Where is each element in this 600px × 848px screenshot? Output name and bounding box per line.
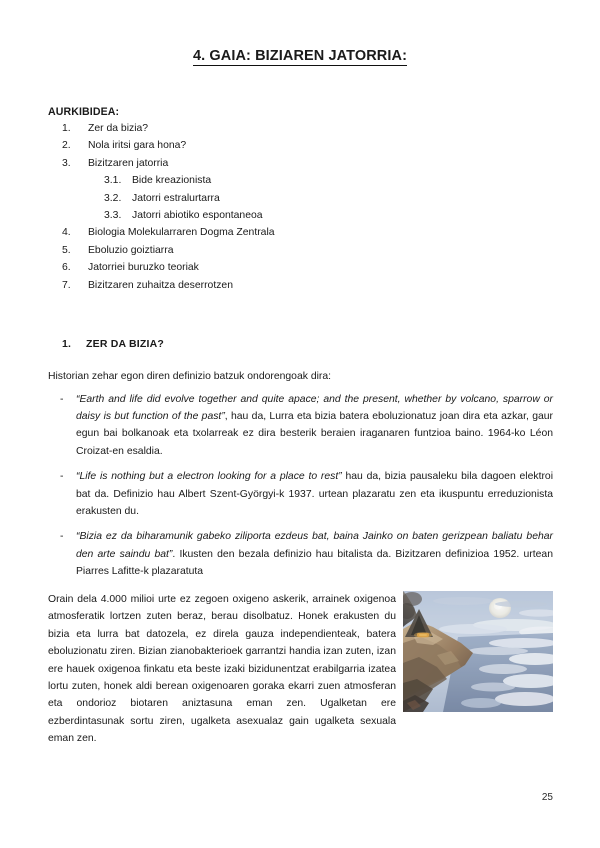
toc-subitem-label: Bide kreazionista (132, 175, 212, 187)
toc-subitem-label: Jatorri abiotiko espontaneoa (132, 209, 263, 221)
toc-subitem-number: 3.1. (104, 175, 122, 187)
bullet-dash-icon: - (60, 531, 64, 543)
toc-item-number: 1. (62, 123, 71, 134)
toc-subitem-number: 3.2. (104, 192, 122, 204)
toc-item-label: Zer da bizia? (88, 123, 149, 134)
toc-item-number: 2. (62, 140, 71, 152)
toc-subitem (48, 175, 518, 192)
definition-quote: “Earth and life did evolve together and quite apace; and the present, whether by volcano, sparrow or daisy is but function of the past” (76, 394, 553, 423)
toc-item-number: 6. (62, 262, 71, 274)
definition-item (48, 391, 553, 460)
toc-item-label: Jatorriei buruzko teoriak (88, 262, 199, 274)
toc-item-number: 4. (62, 227, 71, 239)
page-number: 25 (541, 792, 553, 803)
toc-subitem (48, 193, 518, 210)
toc-item-label: Bizitzaren zuhaitza deserrotzen (88, 279, 233, 291)
definition-body (76, 468, 553, 520)
body-paragraph-oxygen: Orain dela 4.000 milioi urte ez zegoen oxigeno askerik, arrainek oxigenoa atmosferatik lortzen zuten beraz, berau disolbatuz. Honek erakusten du bizia eta lurra bat datozela, ez direla gauza independienteak, batera eboluzionatu ziren. Bizian zianobakterioek garrantzi handia izan zuten, izan ere hauek oxigenoa finkatu eta beste izaki bizidunentzat erabilgarria izatea lortu zuten, honek aldi berean oxigenoaren goraka ekarri zuen atmosferan eta ondorioz biotaren aniztasuna eman zen. Ugalketan ere ezberdintasunak sortu ziren, ugalketa asexualaz gain ugalketa sexuala eman zen. (48, 594, 396, 745)
toc-item (48, 123, 518, 140)
page-title (0, 48, 600, 64)
toc-item-number: 5. (62, 244, 71, 256)
toc-item-number: 7. (62, 279, 71, 291)
toc-subitem-label: Jatorri estralurtarra (132, 192, 220, 204)
table-of-contents (48, 123, 518, 297)
toc-item (48, 262, 518, 279)
definition-quote: “Life is nothing but a electron looking for a place to rest” (76, 471, 342, 483)
toc-subitem (48, 210, 518, 227)
definition-commentary: hau da, bizia pausaleku bila dagoen elektroi bat da. Definizio hau Albert Szent-Györgyi-k 1937. urtean plazaratu zen eta ikuspuntu erreduzionista erakusten du. (76, 471, 554, 517)
section-title: ZER DA BIZIA? (86, 338, 165, 350)
bullet-dash-icon: - (60, 471, 64, 483)
page-title-text: 4. GAIA: BIZIAREN JATORRIA: (192, 48, 408, 64)
toc-item-label: Eboluzio goiztiarra (88, 244, 174, 256)
section-number: 1. (62, 338, 72, 350)
section-heading-zer-da-bizia (62, 338, 164, 350)
toc-item (48, 158, 518, 175)
toc-item-number: 3. (62, 157, 71, 169)
toc-item (48, 227, 518, 244)
toc-item (48, 280, 518, 297)
definition-body (76, 391, 553, 460)
definition-list (48, 391, 553, 589)
definition-commentary: , hau da, Lurra eta bizia batera eboluzionatuz joan dira eta azkar, gaur egun bai bolkanoak eta txolarreak ez dira besterik beraien iraganaren funtzioa baino. 1964-ko Léon Croizat-en esaldia. (76, 411, 553, 457)
toc-heading: AURKIBIDEA: (48, 106, 120, 118)
definition-item (48, 468, 553, 520)
toc-subitem-number: 3.3. (104, 209, 122, 221)
section-intro-text: Historian zehar egon diren definizio batzuk ondorengoak dira: (48, 371, 332, 382)
toc-item-label: Bizitzaren jatorria (88, 157, 169, 169)
illustration-svg (403, 591, 553, 712)
toc-item-label: Nola iritsi gara hona? (88, 140, 187, 152)
definition-commentary: . Ikusten den bezala definizio hau bitalista da. Bizitzaren definizioa 1952. urtean Piarres Lafitte-k plazaratuta (76, 548, 553, 577)
definition-body (76, 528, 553, 580)
toc-item (48, 245, 518, 262)
definition-item (48, 528, 553, 580)
toc-item-label: Biologia Molekularraren Dogma Zentrala (88, 227, 275, 239)
definition-quote: “Bizia ez da biharamunik gabeko ziliporta ezdeus bat, baina Jainko on baten gerizpean baliatu behar den arte saindu bat” (76, 531, 553, 560)
bullet-dash-icon: - (60, 394, 64, 405)
primordial-earth-illustration (403, 591, 553, 712)
toc-item (48, 140, 518, 157)
